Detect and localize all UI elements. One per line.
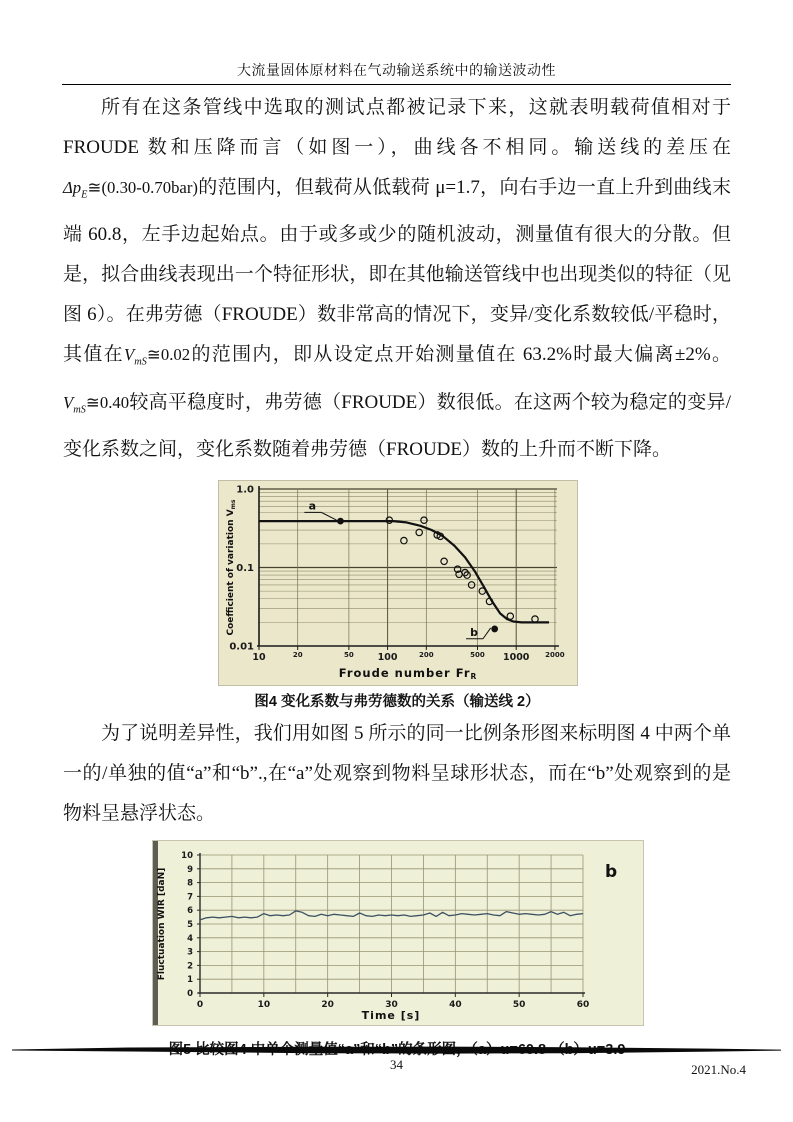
svg-text:10: 10 xyxy=(252,652,266,664)
body-paragraph-1: 所有在这条管线中选取的测试点都被记录下来，这就表明载荷值相对于 FROUDE 数和压降而言（如图一），曲线各不相同。输送线的差压在$\Delta p_E≅(0.30-0.70bar)$的范围内，但载荷从低载荷 μ=1.7，向右手边一直上升到曲线末端 60.8，左手边起始点。由于或多或少的随机波动，测量值有很大的分散。但是，拟合曲线表现出一个特征形状，即在其他输送管线中也出现类似的特征（见图 6）。在弗劳德（FROUDE）数非常高的情况下，变异/变化系数较低/平稳时，其值在$V_{mS}≅0.02$的范围内，即从设定点开始测量值在 63.2%时最大偏离±2%。$V_{mS}≅0.40$较高平稳度时，弗劳德（FROUDE）数很低。在这两个较为稳定的变异/变化系数之间，变化系数随着弗劳德（FROUDE）数的上升而不断下降。 xyxy=(63,97,731,461)
issue-label: 2021.No.4 xyxy=(691,1062,746,1077)
svg-text:6: 6 xyxy=(187,906,193,917)
figure4 xyxy=(218,480,576,686)
svg-text:3: 3 xyxy=(187,947,193,958)
svg-text:1000: 1000 xyxy=(502,652,530,664)
svg-text:b: b xyxy=(470,625,478,639)
svg-text:Coefficient of variation Vms: Coefficient of variation $V_{ms}$ xyxy=(226,499,237,636)
figure4-chart xyxy=(218,480,578,686)
svg-text:100: 100 xyxy=(377,652,398,664)
svg-text:1: 1 xyxy=(187,975,193,986)
svg-text:Fluctuation WIR [daN]: Fluctuation WIR [daN] xyxy=(157,867,167,981)
content-area xyxy=(63,88,731,1060)
svg-text:30: 30 xyxy=(385,1000,398,1011)
svg-text:Time [s]: Time [s] xyxy=(361,1009,421,1023)
svg-text:5: 5 xyxy=(187,920,193,931)
svg-text:b: b xyxy=(605,862,618,883)
svg-text:a: a xyxy=(308,499,317,513)
svg-text:50: 50 xyxy=(344,651,354,660)
header-rule xyxy=(62,84,731,85)
inline-formula: $V_{mS}≅0.02$ xyxy=(124,345,191,368)
figure5 xyxy=(152,840,642,1026)
svg-text:7: 7 xyxy=(187,892,193,903)
svg-text:200: 200 xyxy=(418,651,434,660)
inline-formula: $V_{mS}≅0.40$ xyxy=(63,392,130,416)
svg-text:0: 0 xyxy=(187,989,193,1000)
inline-formula: $\Delta p_E≅(0.30-0.70bar)$ xyxy=(63,178,198,201)
svg-text:1.0: 1.0 xyxy=(236,484,254,496)
svg-text:9: 9 xyxy=(187,864,193,875)
svg-text:500: 500 xyxy=(470,651,485,660)
footer-rule xyxy=(10,1046,783,1056)
page-header-title: 大流量固体原材料在气动输送系统中的输送波动性 xyxy=(237,64,556,79)
svg-text:20: 20 xyxy=(292,651,303,660)
svg-text:10: 10 xyxy=(257,1000,271,1011)
figure4-caption: 图4 变化系数与弗劳德数的关系（输送线 2） xyxy=(254,694,540,711)
svg-text:8: 8 xyxy=(187,878,193,889)
page-number: 34 xyxy=(390,1057,403,1072)
svg-text:4: 4 xyxy=(187,933,193,944)
svg-text:2000: 2000 xyxy=(545,651,565,660)
svg-text:0.1: 0.1 xyxy=(236,563,254,575)
figure5-chart xyxy=(152,840,644,1026)
svg-text:60: 60 xyxy=(576,1000,590,1011)
body-paragraph-2: 为了说明差异性，我们用如图 5 所示的同一比例条形图来标明图 4 中两个单一的/单独的值“a”和“b”.,在“a”处观察到物料呈球形状态，而在“b”处观察到的是物料呈悬浮状态。 xyxy=(63,723,731,825)
svg-text:0.01: 0.01 xyxy=(229,641,254,653)
svg-text:50: 50 xyxy=(512,1000,526,1011)
svg-text:20: 20 xyxy=(321,1000,334,1011)
svg-text:0: 0 xyxy=(196,1000,204,1011)
svg-text:Froude number FrR: Froude number FrR xyxy=(338,666,478,682)
svg-text:10: 10 xyxy=(181,851,193,862)
svg-text:2: 2 xyxy=(187,961,193,972)
svg-text:40: 40 xyxy=(449,1000,462,1011)
